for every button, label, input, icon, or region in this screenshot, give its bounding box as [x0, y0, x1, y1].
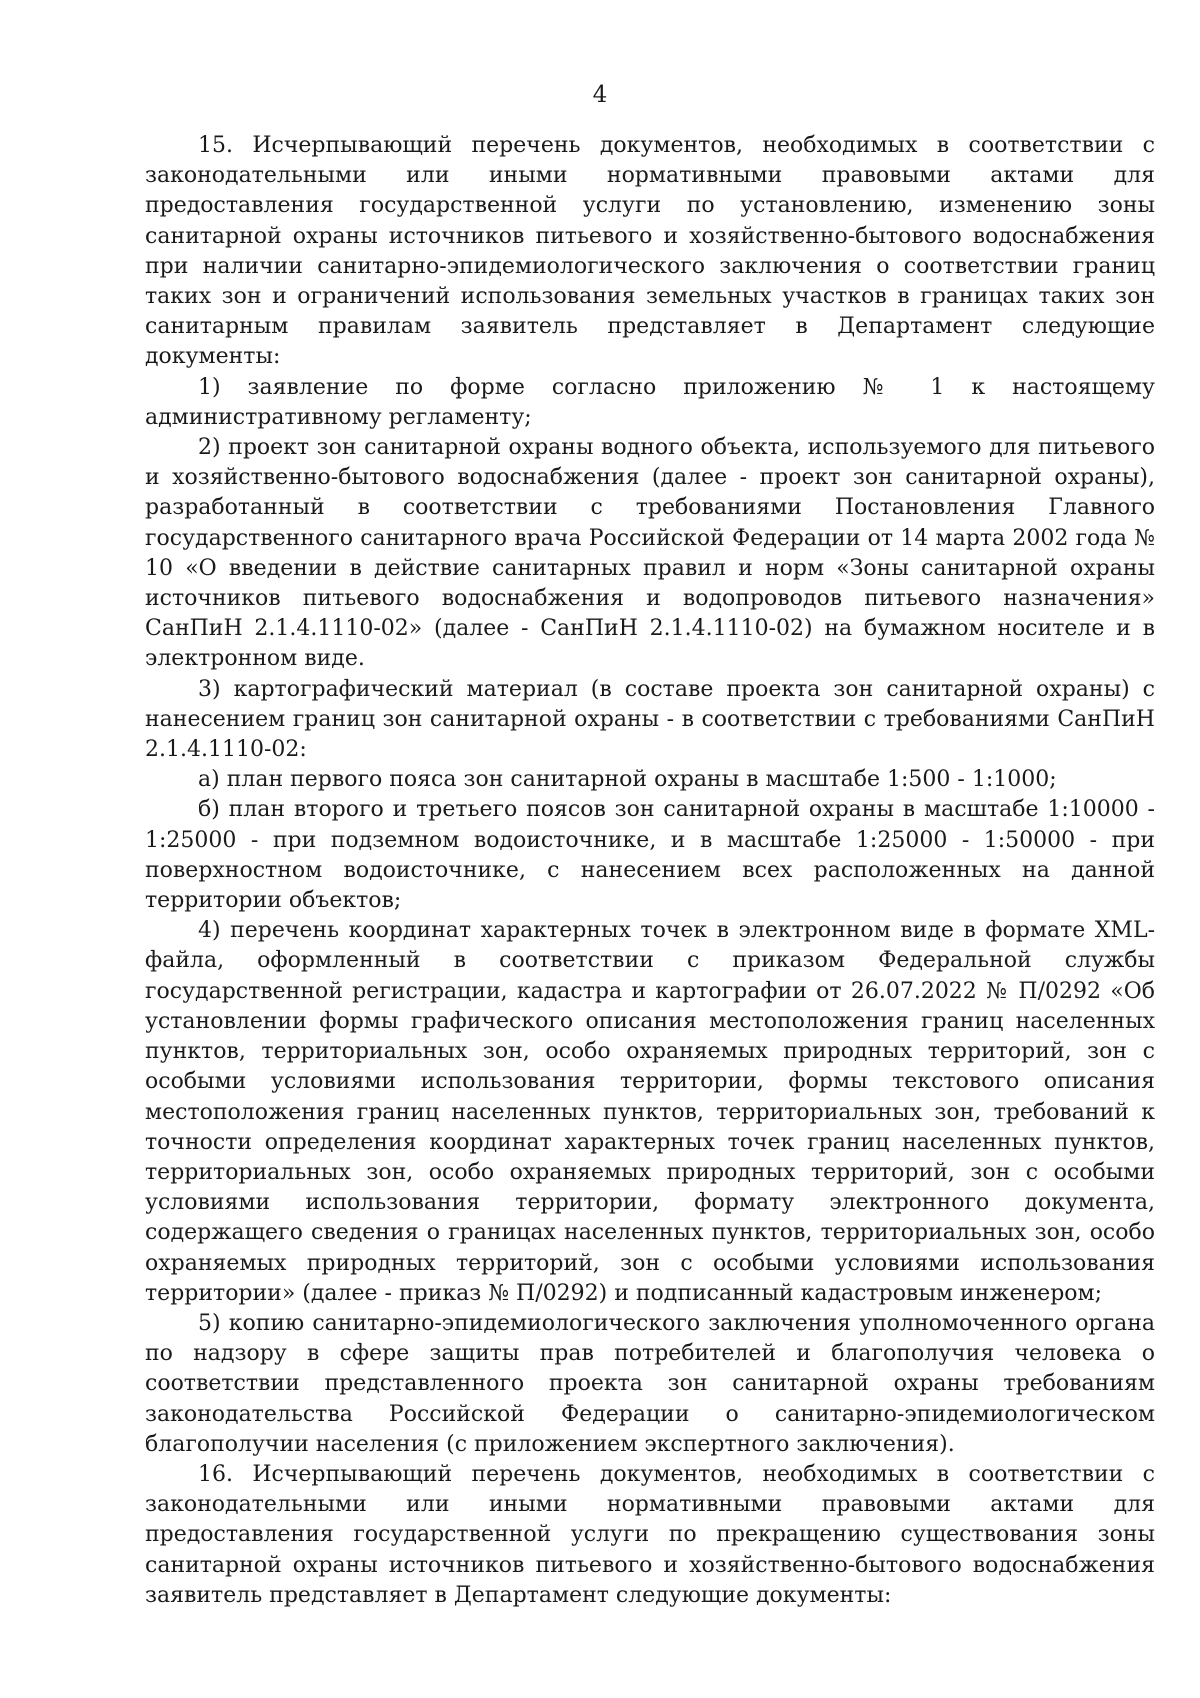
- paragraph-15: 15. Исчерпывающий перечень документов, необходимых в соответствии с законодательными или иными нормативными правовыми актами для предоставления государственной услуги по установлению, изменению зоны санитарной охраны источников питьевого и хозяйственно-бытового водоснабжения при наличии санитарно-эпидемиологического заключения о соответствии границ таких зон и ограничений использования земельных участков в границах таких зон санитарным правилам заявитель представляет в Департамент следующие документы:: [145, 133, 1155, 370]
- page-number: 4: [592, 82, 608, 108]
- list-item-3b: б) план второго и третьего поясов зон санитарной охраны в масштабе 1:10000 - 1:25000 - при подземном водоисточнике, и в масштабе 1:25000 - 1:50000 - при поверхностном водоисточнике, с нанесением всех расположенных на данной территории объектов;: [145, 797, 1155, 914]
- list-item-3a: а) план первого пояса зон санитарной охраны в масштабе 1:500 - 1:1000;: [198, 767, 1057, 793]
- list-item-3: 3) картографический материал (в составе проекта зон санитарной охраны) с нанесением границ зон санитарной охраны - в соответствии с требованиями СанПиН 2.1.4.1110-02:: [145, 676, 1155, 763]
- list-item-1: 1) заявление по форме согласно приложению № 1 к настоящему административному регламенту;: [145, 374, 1155, 430]
- list-item-5: 5) копию санитарно-эпидемиологического заключения уполномоченного органа по надзору в сфере защиты прав потребителей и благополучия человека о соответствии представленного проекта зон санитарной охраны требованиям законодательства Российской Федерации о санитарно-эпидемиологическом благополучии населения (с приложением экспертного заключения).: [145, 1310, 1155, 1457]
- document-body: [145, 131, 1155, 1611]
- list-item-2: 2) проект зон санитарной охраны водного объекта, используемого для питьевого и хозяйственно-бытового водоснабжения (далее - проект зон санитарной охраны), разработанный в соответствии с требованиями Постановления Главного государственного санитарного врача Российской Федерации от 14 марта 2002 года № 10 «О введении в действие санитарных правил и норм «Зоны санитарной охраны источников питьевого водоснабжения и водопроводов питьевого назначения» СанПиН 2.1.4.1110-02» (далее - СанПиН 2.1.4.1110-02) на бумажном носителе и в электронном виде.: [145, 435, 1155, 672]
- list-item-4: 4) перечень координат характерных точек в электронном виде в формате XML-файла, оформленный в соответствии с приказом Федеральной службы государственной регистрации, кадастра и картографии от 26.07.2022 № П/0292 «Об установлении формы графического описания местоположения границ населенных пунктов, территориальных зон, особо охраняемых природных территорий, зон с особыми условиями использования территории, формы текстового описания местоположения границ населенных пунктов, территориальных зон, требований к точности определения координат характерных точек границ населенных пунктов, территориальных зон, особо охраняемых природных территорий, зон с особыми условиями использования территории, формату электронного документа, содержащего сведения о границах населенных пунктов, территориальных зон, особо охраняемых природных территорий, зон с особыми условиями использования территории» (далее - приказ № П/0292) и подписанный кадастровым инженером;: [145, 918, 1155, 1306]
- paragraph-16: 16. Исчерпывающий перечень документов, необходимых в соответствии с законодательными или иными нормативными правовыми актами для предоставления государственной услуги по прекращению существования зоны санитарной охраны источников питьевого и хозяйственно-бытового водоснабжения заявитель представляет в Департамент следующие документы:: [145, 1461, 1155, 1608]
